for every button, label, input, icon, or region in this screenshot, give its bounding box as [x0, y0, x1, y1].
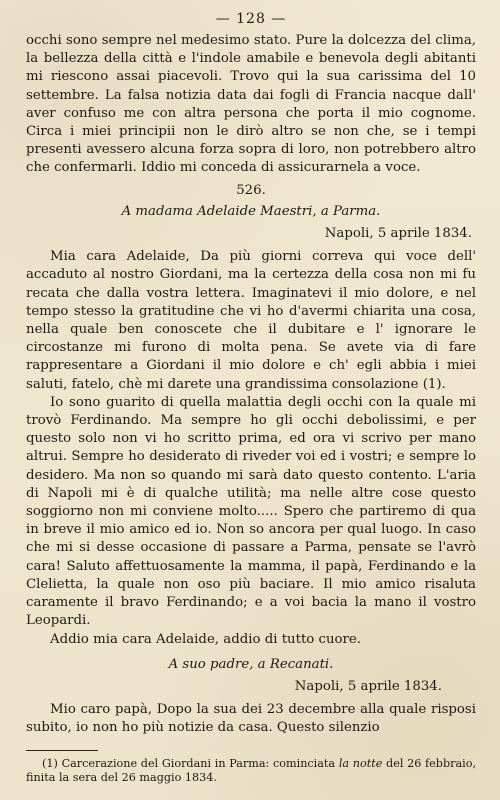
footnote [26, 757, 476, 786]
letter-paragraph: Io sono guarito di quella malattia degli occhi con la quale mi trovò Ferdinando. Ma sempre ho gli occhi debolissimi, e per questo solo non vi ho scritto prima, ed ora vi scrivo per mano altrui. Sempre ho desiderato di riveder voi ed i vostri; e sempre lo desidero. Ma non so quando mi sarà dato questo contento. L'aria di Napoli mi è di qualche utilità; ma nelle altre cose questo soggiorno non mi conviene molto..... Spero che partiremo di qua in breve il mio amico ed io. Non so ancora per qual luogo. In caso che mi si desse occasione di passare a Parma, pensate se l'avrò cara! Saluto affettuosamente la mamma, il papà, Ferdinando e la Clelietta, la quale non oso più baciare. Il mio amico risaluta caramente il bravo Ferdinando; e a voi bacia la mano il vostro Leopardi. [26, 394, 476, 629]
page-number: — 128 — [215, 11, 287, 27]
footnote-text-after: del 26 febbraio, finita la sera del 26 maggio 1834. [26, 756, 476, 785]
letter-heading-adelaide: A madama Adelaide Maestri, a Parma. [121, 203, 381, 219]
letter-paragraph: Mio caro papà, Dopo la sua dei 23 decembre alla quale risposi subito, io non ho più notizie da casa. Questo silenzio [26, 702, 476, 736]
letter-number: 526. [236, 182, 266, 198]
letter-dateline-adelaide: Napoli, 5 aprile 1834. [324, 226, 472, 242]
footnote-text-before: Carcerazione del Giordani in Parma: cominciata [61, 756, 336, 770]
letter-closing: Addio mia cara Adelaide, addio di tutto cuore. [50, 631, 361, 647]
letter-paragraph: Mia cara Adelaide, Da più giorni correva qui voce dell' accaduto al nostro Giordani, ma la certezza della cosa non mi fu recata che dalla vostra lettera. Imaginatevi il mio dolore, e nel tempo stesso la gratitudine che vi ho d'avermi chiarita una cosa, nella quale ben conoscete che il dubitare e l' ignorare le circostanze mi furono di molta pena. Se avete via di fare rappresentare a Giordani il mio dolore e ch' egli abbia i miei saluti, fatelo, chè mi darete una grandissima consolazione (1). [26, 249, 476, 392]
letter-dateline-padre: Napoli, 5 aprile 1834. [294, 678, 442, 694]
footnote-marker: (1) [42, 756, 58, 770]
letter-heading-padre: A suo padre, a Recanati. [168, 656, 334, 672]
continuation-paragraph: occhi sono sempre nel medesimo stato. Pure la dolcezza del clima, la bellezza della città e l'indole amabile e benevola degli abitanti mi riescono assai piacevoli. Trovo qui la sua carissima del 10 settembre. La falsa notizia data dai fogli di Francia nacque dall' aver confuso me con altra persona che porta il mio cognome. Circa i miei principii non le dirò altro se non che, se i tempi presenti avessero alcuna forza sopra di loro, non potrebbero altro che confermarli. Iddio mi conceda di assicurarnela a voce. [26, 33, 476, 176]
footnote-emphasis: la notte [338, 756, 383, 770]
page-body [26, 32, 476, 738]
footnote-rule [26, 750, 98, 751]
